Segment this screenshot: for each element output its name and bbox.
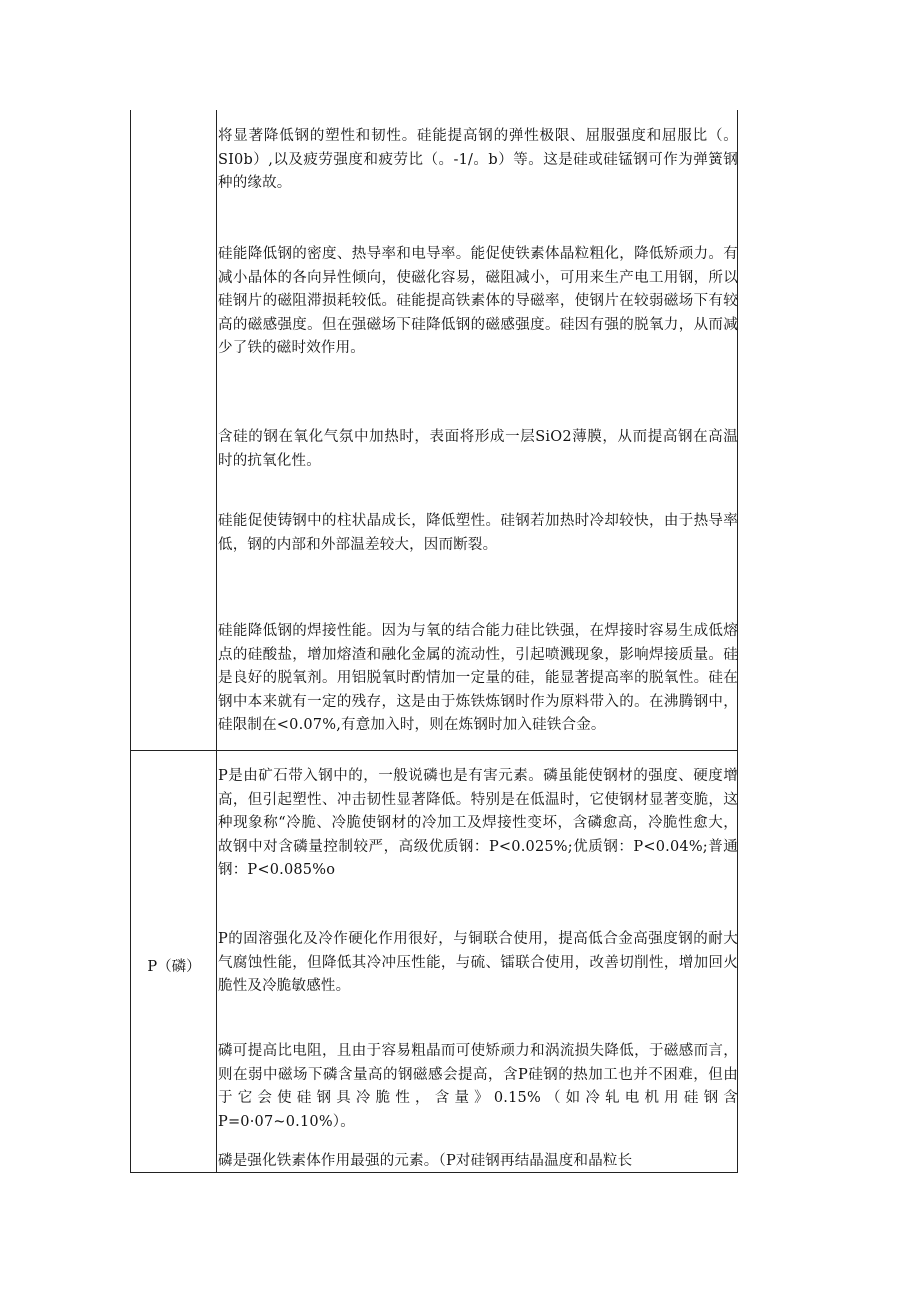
table-left-border — [130, 110, 131, 1173]
element-label-phosphorus: P（磷） — [147, 959, 201, 975]
phosphorus-paragraph-3: 磷可提高比电阻，且由于容易粗晶而可使矫顽力和涡流损失降低，于磁感而言，则在弱中磁场下磷含量高的钢磁感会提高，含P硅钢的热加工也并不困难，但由于它会使硅钢具冷脆性，含量》0.15%（如冷轧电机用硅钢含P=0·07~0.10%）。 — [218, 1043, 738, 1130]
phosphorus-paragraph-2: P的固溶强化及冷作硬化作用很好，与铜联合使用，提高低合金高强度钢的耐大气腐蚀性能，但降低其冷冲压性能，与硫、镭联合使用，改善切削性，增加回火脆性及冷脆敏感性。 — [218, 931, 738, 994]
table-row-divider — [130, 750, 738, 751]
silicon-paragraph-3: 含硅的钢在氧化气氛中加热时，表面将形成一层SiO2薄膜，从而提高钢在高温时的抗氧化性。 — [218, 429, 738, 469]
silicon-paragraph-5: 硅能降低钢的焊接性能。因为与氧的结合能力硅比铁强，在焊接时容易生成低熔点的硅酸盐，增加熔渣和融化金属的流动性，引起喷溅现象，影响焊接质量。硅是良好的脱氧剂。用铝脱氧时酌情加一定量的硅，能显著提高率的脱氧性。硅在钢中本来就有一定的残存，这是由于炼铁炼钢时作为原料带入的。在沸腾钢中，硅限制在<0.07%,有意加入时，则在炼钢时加入硅铁合金。 — [218, 623, 738, 733]
phosphorus-paragraph-4: 磷是强化铁素体作用最强的元素。（P对硅钢再结晶温度和晶粒长 — [218, 1153, 633, 1169]
silicon-paragraph-1: 将显著降低钢的塑性和韧性。硅能提高钢的弹性极限、屈服强度和屈服比（。SI0b）,以及疲劳强度和疲劳比（。-1/。b）等。这是硅或硅锰钢可作为弹簧钢种的缘故。 — [218, 128, 738, 191]
silicon-paragraph-4: 硅能促使铸钢中的柱状晶成长，降低塑性。硅钢若加热时冷却较快，由于热导率低，钢的内部和外部温差较大，因而断裂。 — [218, 513, 738, 553]
phosphorus-paragraph-1: P是由矿石带入钢中的，一般说磷也是有害元素。磷虽能使钢材的强度、硬度增高，但引起塑性、冲击韧性显著降低。特别是在低温时，它使钢材显著变脆，这种现象称“冷脆、冷脆使钢材的冷加工及焊接性变坏，含磷愈高，冷脆性愈大，故钢中对含磷量控制较严，高级优质钢：P<0.025%;优质钢：P<0.04%;普通钢：P<0.085%o — [218, 768, 738, 878]
silicon-paragraph-2: 硅能降低钢的密度、热导率和电导率。能促使铁素体晶粒粗化，降低矫顽力。有减小晶体的各向异性倾向，使磁化容易，磁阻减小，可用来生产电工用钢，所以硅钢片的磁阻滞损耗较低。硅能提高铁素体的导磁率，使钢片在较弱磁场下有较高的磁感强度。但在强磁场下硅降低钢的磁感强度。硅因有强的脱氧力，从而减少了铁的磁时效作用。 — [218, 246, 738, 356]
table-column-divider — [216, 110, 217, 1173]
